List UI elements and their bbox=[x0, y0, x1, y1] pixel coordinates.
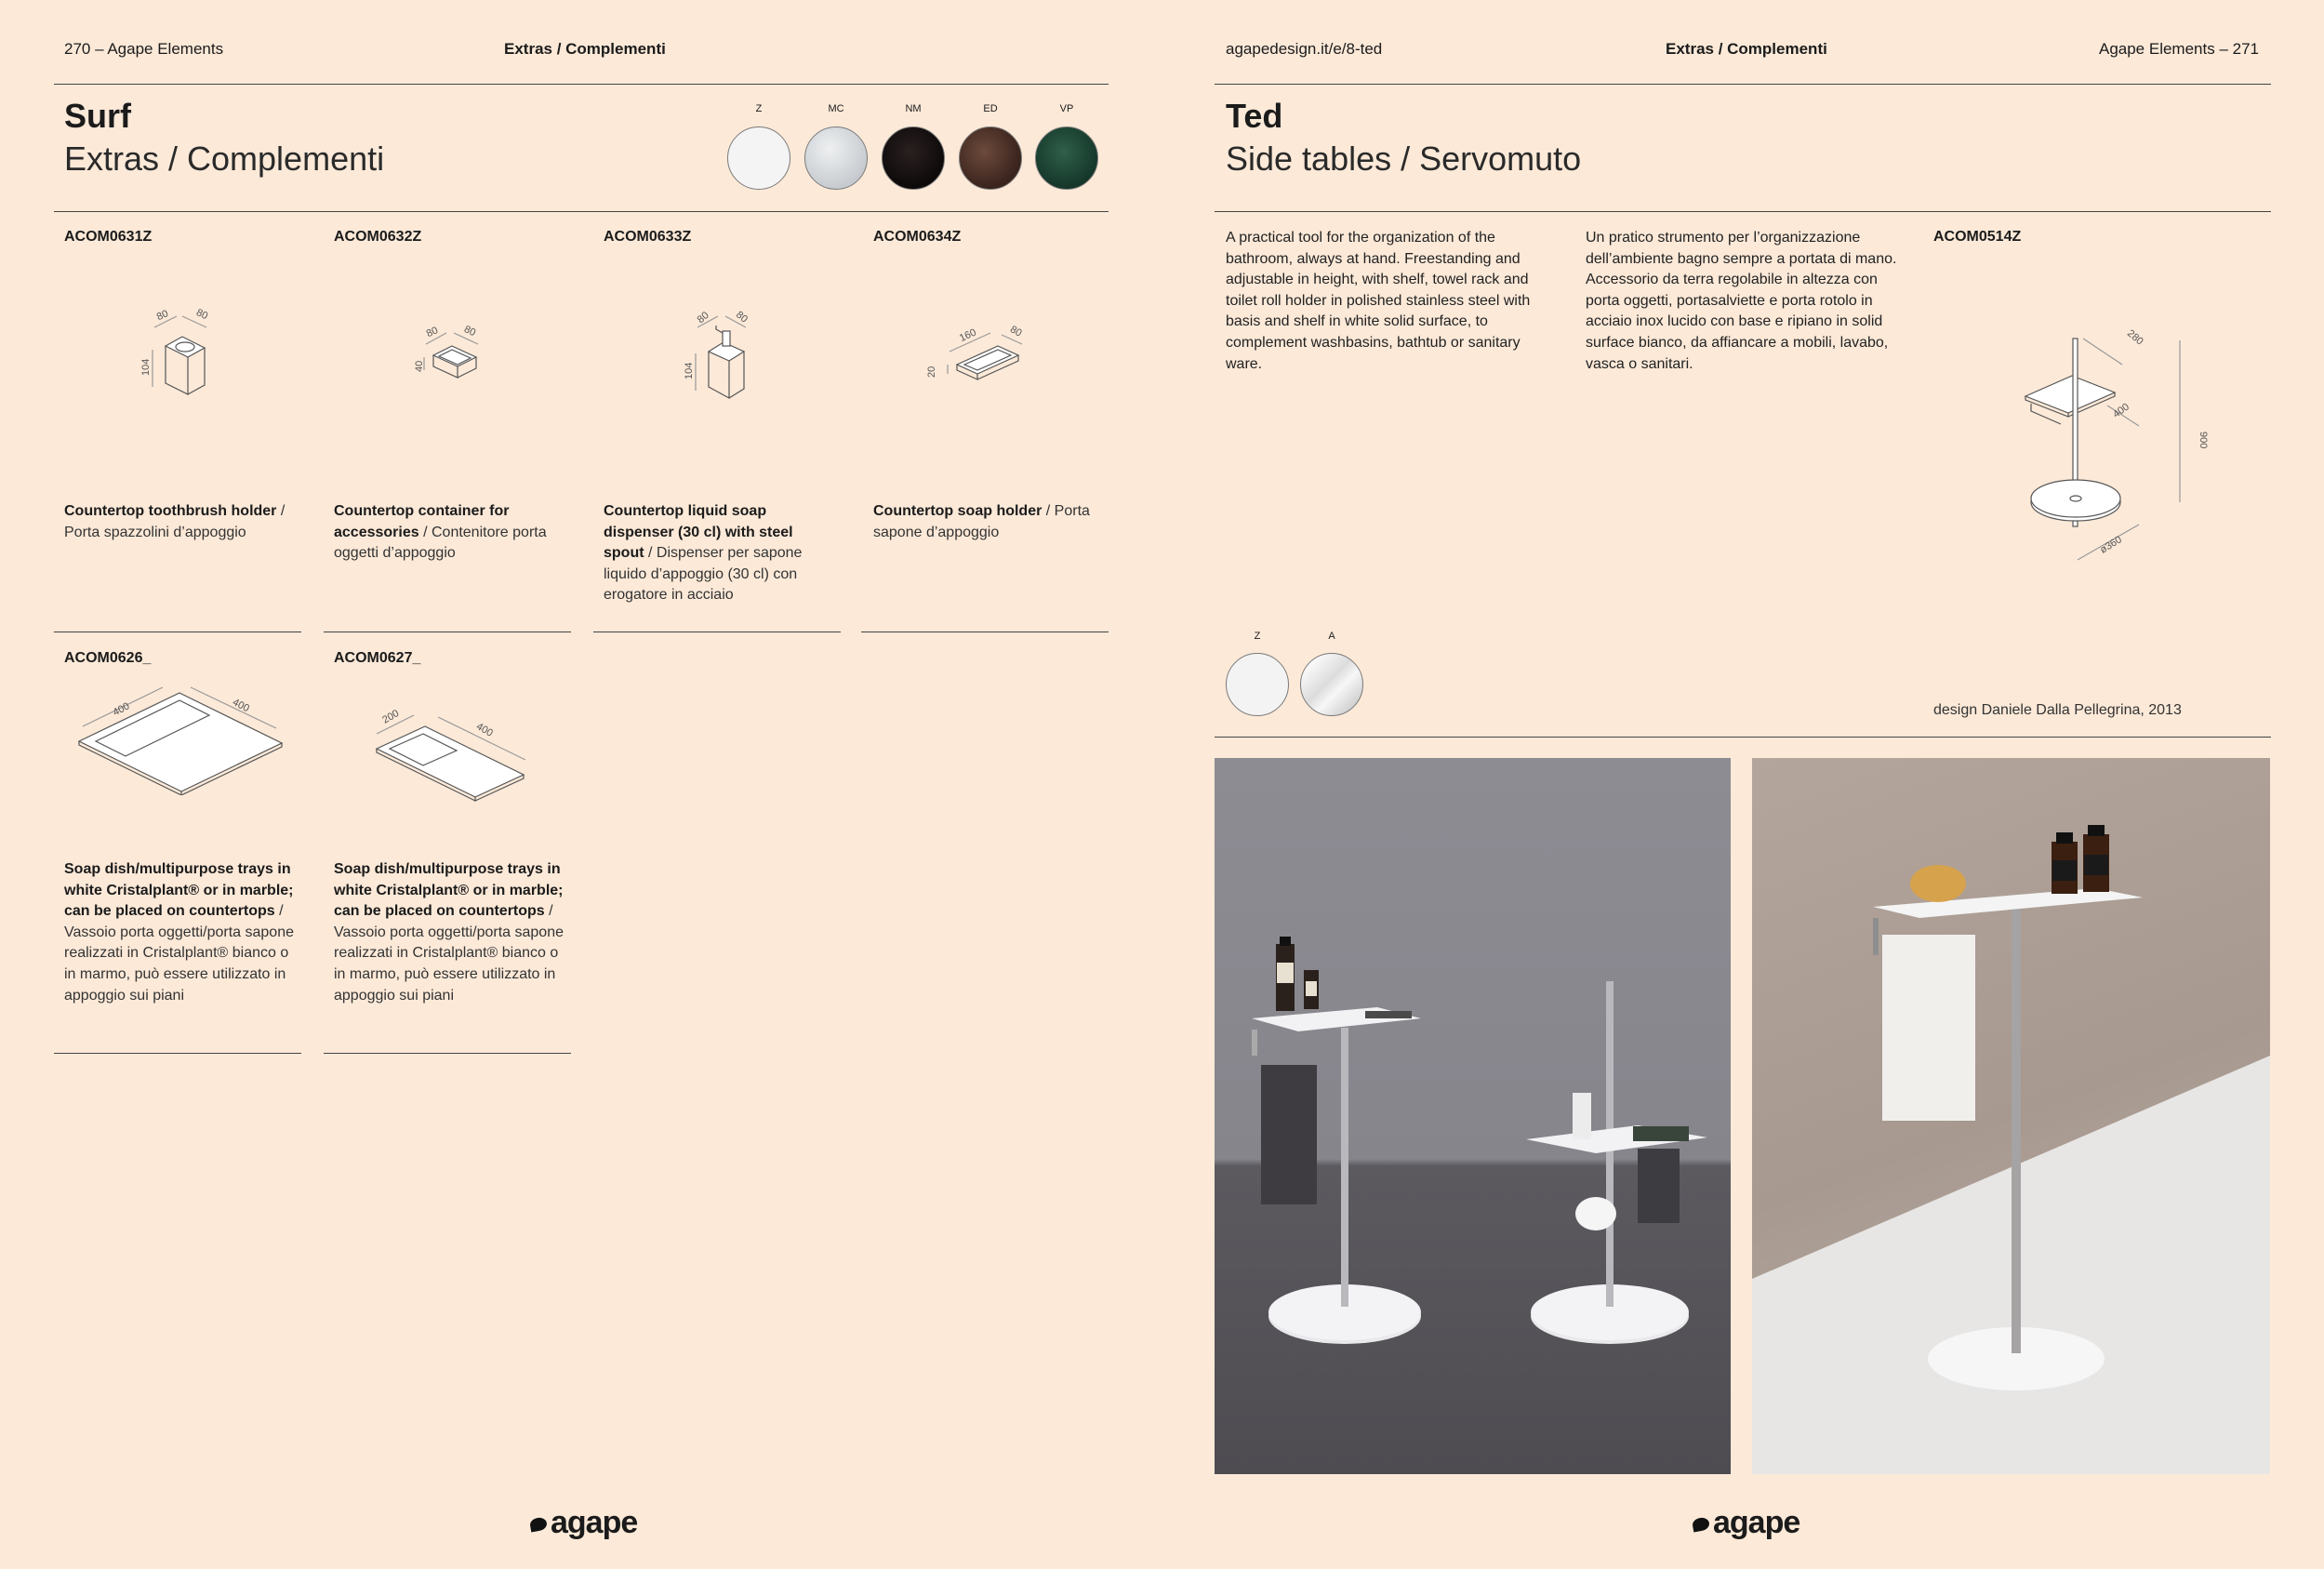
column-rule bbox=[324, 1053, 571, 1054]
section-header-left: Extras / Complementi bbox=[504, 40, 666, 58]
finish-swatch-a bbox=[1300, 653, 1363, 716]
credit-rule bbox=[1215, 737, 2271, 738]
header-rule bbox=[1215, 84, 2271, 85]
page-number-right: Agape Elements – 271 bbox=[2098, 40, 2259, 58]
dim-label: 200 bbox=[380, 708, 402, 726]
photo-1-illustration bbox=[1215, 758, 1731, 1474]
design-credit: design Daniele Dalla Pellegrina, 2013 bbox=[1933, 702, 2182, 718]
description-en: A practical tool for the organization of the bathroom, always at hand. Freestanding and adjustable in height, with shelf, towel rack and toilet roll holder in polished stainless steel with basis and shelf in white solid surface, to complement washbasins, bathtub or sanitary ware. bbox=[1226, 230, 1531, 372]
column-rule bbox=[54, 1053, 301, 1054]
dim-label: 80 bbox=[154, 308, 170, 324]
brand-logo: agape bbox=[530, 1505, 637, 1541]
right-page bbox=[1162, 0, 2324, 1569]
dim-label: 80 bbox=[194, 307, 210, 323]
tray-small-drawing bbox=[367, 693, 535, 814]
ted-drawing bbox=[2018, 307, 2232, 577]
logo-drop-icon bbox=[529, 1517, 548, 1533]
soap-dispenser-drawing bbox=[660, 298, 772, 409]
dim-label: 20 bbox=[926, 366, 937, 378]
photo-2-illustration bbox=[1752, 758, 2270, 1474]
dim-label: 80 bbox=[1008, 324, 1024, 339]
dim-label: 80 bbox=[462, 324, 478, 339]
title-rule bbox=[54, 211, 1109, 212]
product-code: ACOM0627_ bbox=[334, 650, 421, 666]
dim-label: 40 bbox=[414, 360, 425, 372]
page-url: agapedesign.it/e/8-ted bbox=[1226, 40, 1383, 58]
finish-label: Z bbox=[755, 103, 763, 114]
product-description: Countertop soap holder / Porta sapone d’appoggio bbox=[873, 503, 1090, 540]
page-number-left: 270 – Agape Elements bbox=[64, 40, 224, 58]
product-description: Countertop toothbrush holder / Porta spazzolini d’appoggio bbox=[64, 503, 286, 540]
finish-swatch-z bbox=[727, 126, 790, 190]
description-it: Un pratico strumento per l’organizzazione dell’ambiente bagno sempre a portata di mano. Accessorio da terra regolabile in altezza con porta oggetti, portasalviette e porta rotolo in acciaio inox lucido con base e ripiano in solid surface bianco, da affiancare a mobili, lavabo, vasca o sanitari. bbox=[1586, 230, 1897, 372]
tray-large-drawing bbox=[70, 684, 293, 795]
product-code: ACOM0633Z bbox=[604, 229, 692, 245]
product-description: Countertop liquid soap dispenser (30 cl) with steel spout / Dispenser per sapone liquido d’appoggio (30 cl) con erogatore in acciaio bbox=[604, 503, 803, 604]
finish-label: Z bbox=[1254, 631, 1261, 642]
dim-label: 400 bbox=[231, 697, 251, 715]
product-subtitle: Side tables / Servomuto bbox=[1226, 140, 1582, 178]
dim-label: ø360 bbox=[2098, 534, 2124, 556]
product-code: ACOM0632Z bbox=[334, 229, 422, 245]
dim-label: 80 bbox=[424, 325, 440, 340]
dim-label: 160 bbox=[957, 326, 978, 345]
soap-holder-drawing bbox=[916, 307, 1046, 400]
product-title: Ted bbox=[1226, 97, 1283, 135]
header-rule bbox=[54, 84, 1109, 85]
title-rule bbox=[1215, 211, 2271, 212]
product-code: ACOM0626_ bbox=[64, 650, 152, 666]
product-code: ACOM0631Z bbox=[64, 229, 153, 245]
dim-label: 104 bbox=[684, 362, 695, 379]
product-subtitle: Extras / Complementi bbox=[64, 140, 385, 178]
finish-label: VP bbox=[1059, 103, 1074, 114]
product-code: ACOM0634Z bbox=[873, 229, 962, 245]
finish-label: NM bbox=[905, 103, 922, 114]
dim-label: 80 bbox=[734, 309, 750, 326]
dim-label: 400 bbox=[474, 721, 495, 739]
product-title: Surf bbox=[64, 97, 131, 135]
product-photo-2 bbox=[1752, 758, 2270, 1474]
finish-label: MC bbox=[828, 103, 844, 114]
product-description: Countertop container for accessories / Contenitore porta oggetti d’appoggio bbox=[334, 503, 547, 562]
finish-swatch-mc bbox=[804, 126, 868, 190]
finish-swatch-z bbox=[1226, 653, 1289, 716]
finish-label: ED bbox=[983, 103, 998, 114]
product-description: Soap dish/multipurpose trays in white Cristalplant® or in marble; can be placed on countertops / Vassoio porta oggetti/porta sapone realizzati in Cristalplant® bianco o in marmo, può essere utilizzato in appoggio sui piani bbox=[334, 861, 564, 1004]
dim-label: 400 bbox=[2110, 401, 2131, 420]
product-description: Soap dish/multipurpose trays in white Cristalplant® or in marble; can be placed on countertops / Vassoio porta oggetti/porta sapone realizzati in Cristalplant® bianco o in marmo, può essere utilizzato in appoggio sui piani bbox=[64, 861, 294, 1004]
product-photo-1 bbox=[1215, 758, 1731, 1474]
dim-label: 280 bbox=[2125, 327, 2145, 348]
section-header-right: Extras / Complementi bbox=[1666, 40, 1827, 58]
container-drawing bbox=[391, 307, 502, 400]
dim-label: 900 bbox=[2198, 432, 2209, 449]
finish-label: A bbox=[1328, 631, 1335, 642]
finish-swatch-ed bbox=[959, 126, 1022, 190]
dim-label: 104 bbox=[140, 358, 152, 376]
logo-drop-icon bbox=[1692, 1517, 1710, 1533]
toothbrush-holder-drawing bbox=[121, 298, 232, 409]
brand-logo: agape bbox=[1693, 1505, 1799, 1541]
finish-swatch-vp bbox=[1035, 126, 1098, 190]
finish-swatch-nm bbox=[882, 126, 945, 190]
dim-label: 80 bbox=[695, 310, 711, 326]
product-code: ACOM0514Z bbox=[1933, 229, 2022, 245]
dim-label: 400 bbox=[111, 700, 132, 719]
